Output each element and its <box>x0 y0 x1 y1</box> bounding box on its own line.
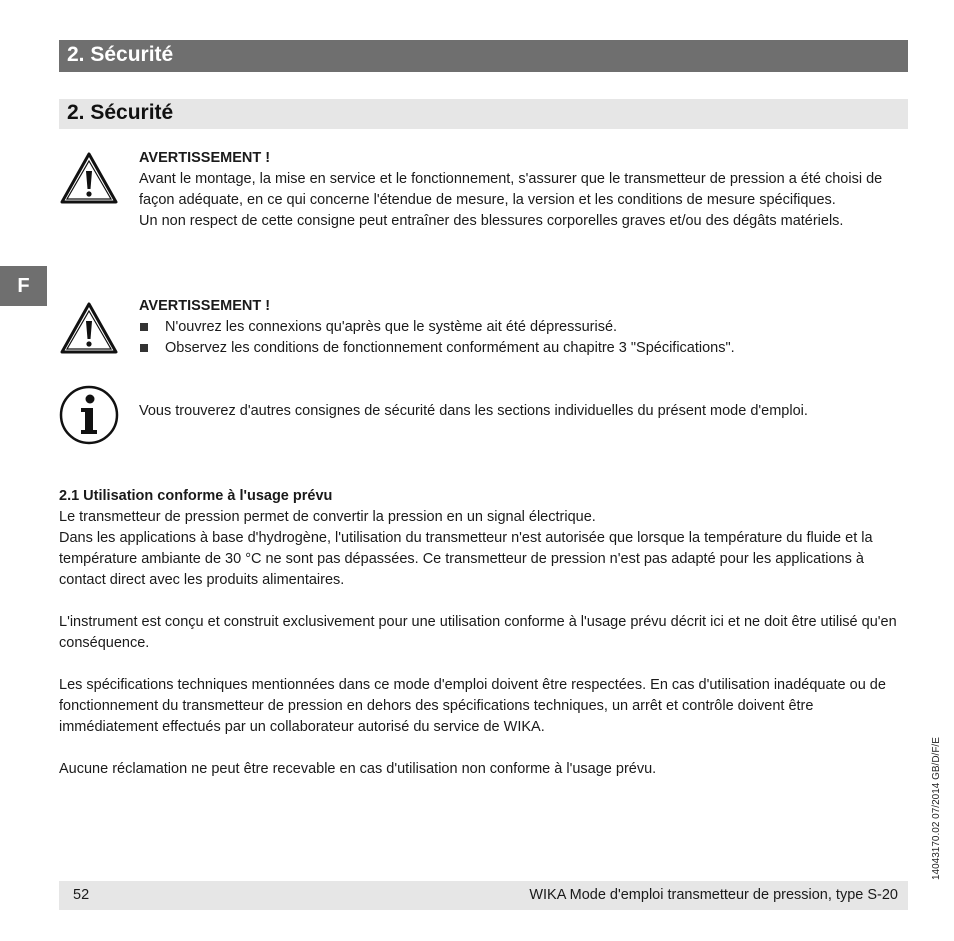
section-2-1 <box>59 486 909 780</box>
warning-consequence: Un non respect de cette consigne peut entraîner des blessures corporelles graves et/ou des dégâts matériels. <box>139 213 844 229</box>
paragraph: Les spécifications techniques mentionnées dans ce mode d'emploi doivent être respectées. En cas d'utilisation inadéquate ou de fonctionnement du transmetteur de pression en dehors des spécifications techniques, un arrêt et contrôle doivent être immédiatement effectués par un collaborateur autorisé du service de WIKA. <box>59 677 886 735</box>
warning-text: Avant le montage, la mise en service et le fonctionnement, s'assurer que le transmetteur de pression a été choisi de façon adéquate, en ce qui concerne l'étendue de mesure, la version et les conditions de mesure spécifiques. <box>139 171 883 208</box>
bullet-square-icon <box>140 323 148 331</box>
warning-icon <box>59 301 119 355</box>
info-icon <box>59 385 119 445</box>
section-header-bar: 2. Sécurité <box>59 40 908 72</box>
page-footer <box>59 881 908 910</box>
bullet-square-icon <box>140 344 148 352</box>
warning-title: AVERTISSEMENT ! <box>139 298 271 314</box>
language-tab: F <box>0 266 47 306</box>
subsection-heading: 2.1 Utilisation conforme à l'usage prévu <box>59 488 333 504</box>
list-item: N'ouvrez les connexions qu'après que le système ait été dépressurisé. <box>139 317 909 338</box>
paragraph: L'instrument est conçu et construit exclusivement pour une utilisation conforme à l'usage prévu décrit ici et ne doit être utilisé qu'en conséquence. <box>59 614 897 651</box>
document-code: 14043170.02 07/2014 GB/D/F/E <box>931 737 942 880</box>
warning-block-1 <box>139 148 909 232</box>
warning-title: AVERTISSEMENT ! <box>139 150 271 166</box>
paragraph: Aucune réclamation ne peut être recevable en cas d'utilisation non conforme à l'usage prévu. <box>59 761 657 777</box>
warning-block-2 <box>139 296 909 359</box>
warning-icon <box>59 151 119 205</box>
info-text: Vous trouverez d'autres consignes de sécurité dans les sections individuelles du présent mode d'emploi. <box>139 403 808 419</box>
paragraph: Le transmetteur de pression permet de convertir la pression en un signal électrique. <box>59 509 596 525</box>
list-item: Observez les conditions de fonctionnement conformément au chapitre 3 "Spécifications". <box>139 338 909 359</box>
footer-title: WIKA Mode d'emploi transmetteur de pression, type S-20 <box>529 887 898 903</box>
paragraph: Dans les applications à base d'hydrogène, l'utilisation du transmetteur n'est autorisée que lorsque la température du fluide et la température ambiante de 30 °C ne sont pas dépassées. Ce transmetteur de pression n'est pas adapté pour les applications à contact direct avec les produits alimentaires. <box>59 530 873 588</box>
page-number: 52 <box>73 887 90 903</box>
section-title: 2. Sécurité <box>59 99 908 129</box>
